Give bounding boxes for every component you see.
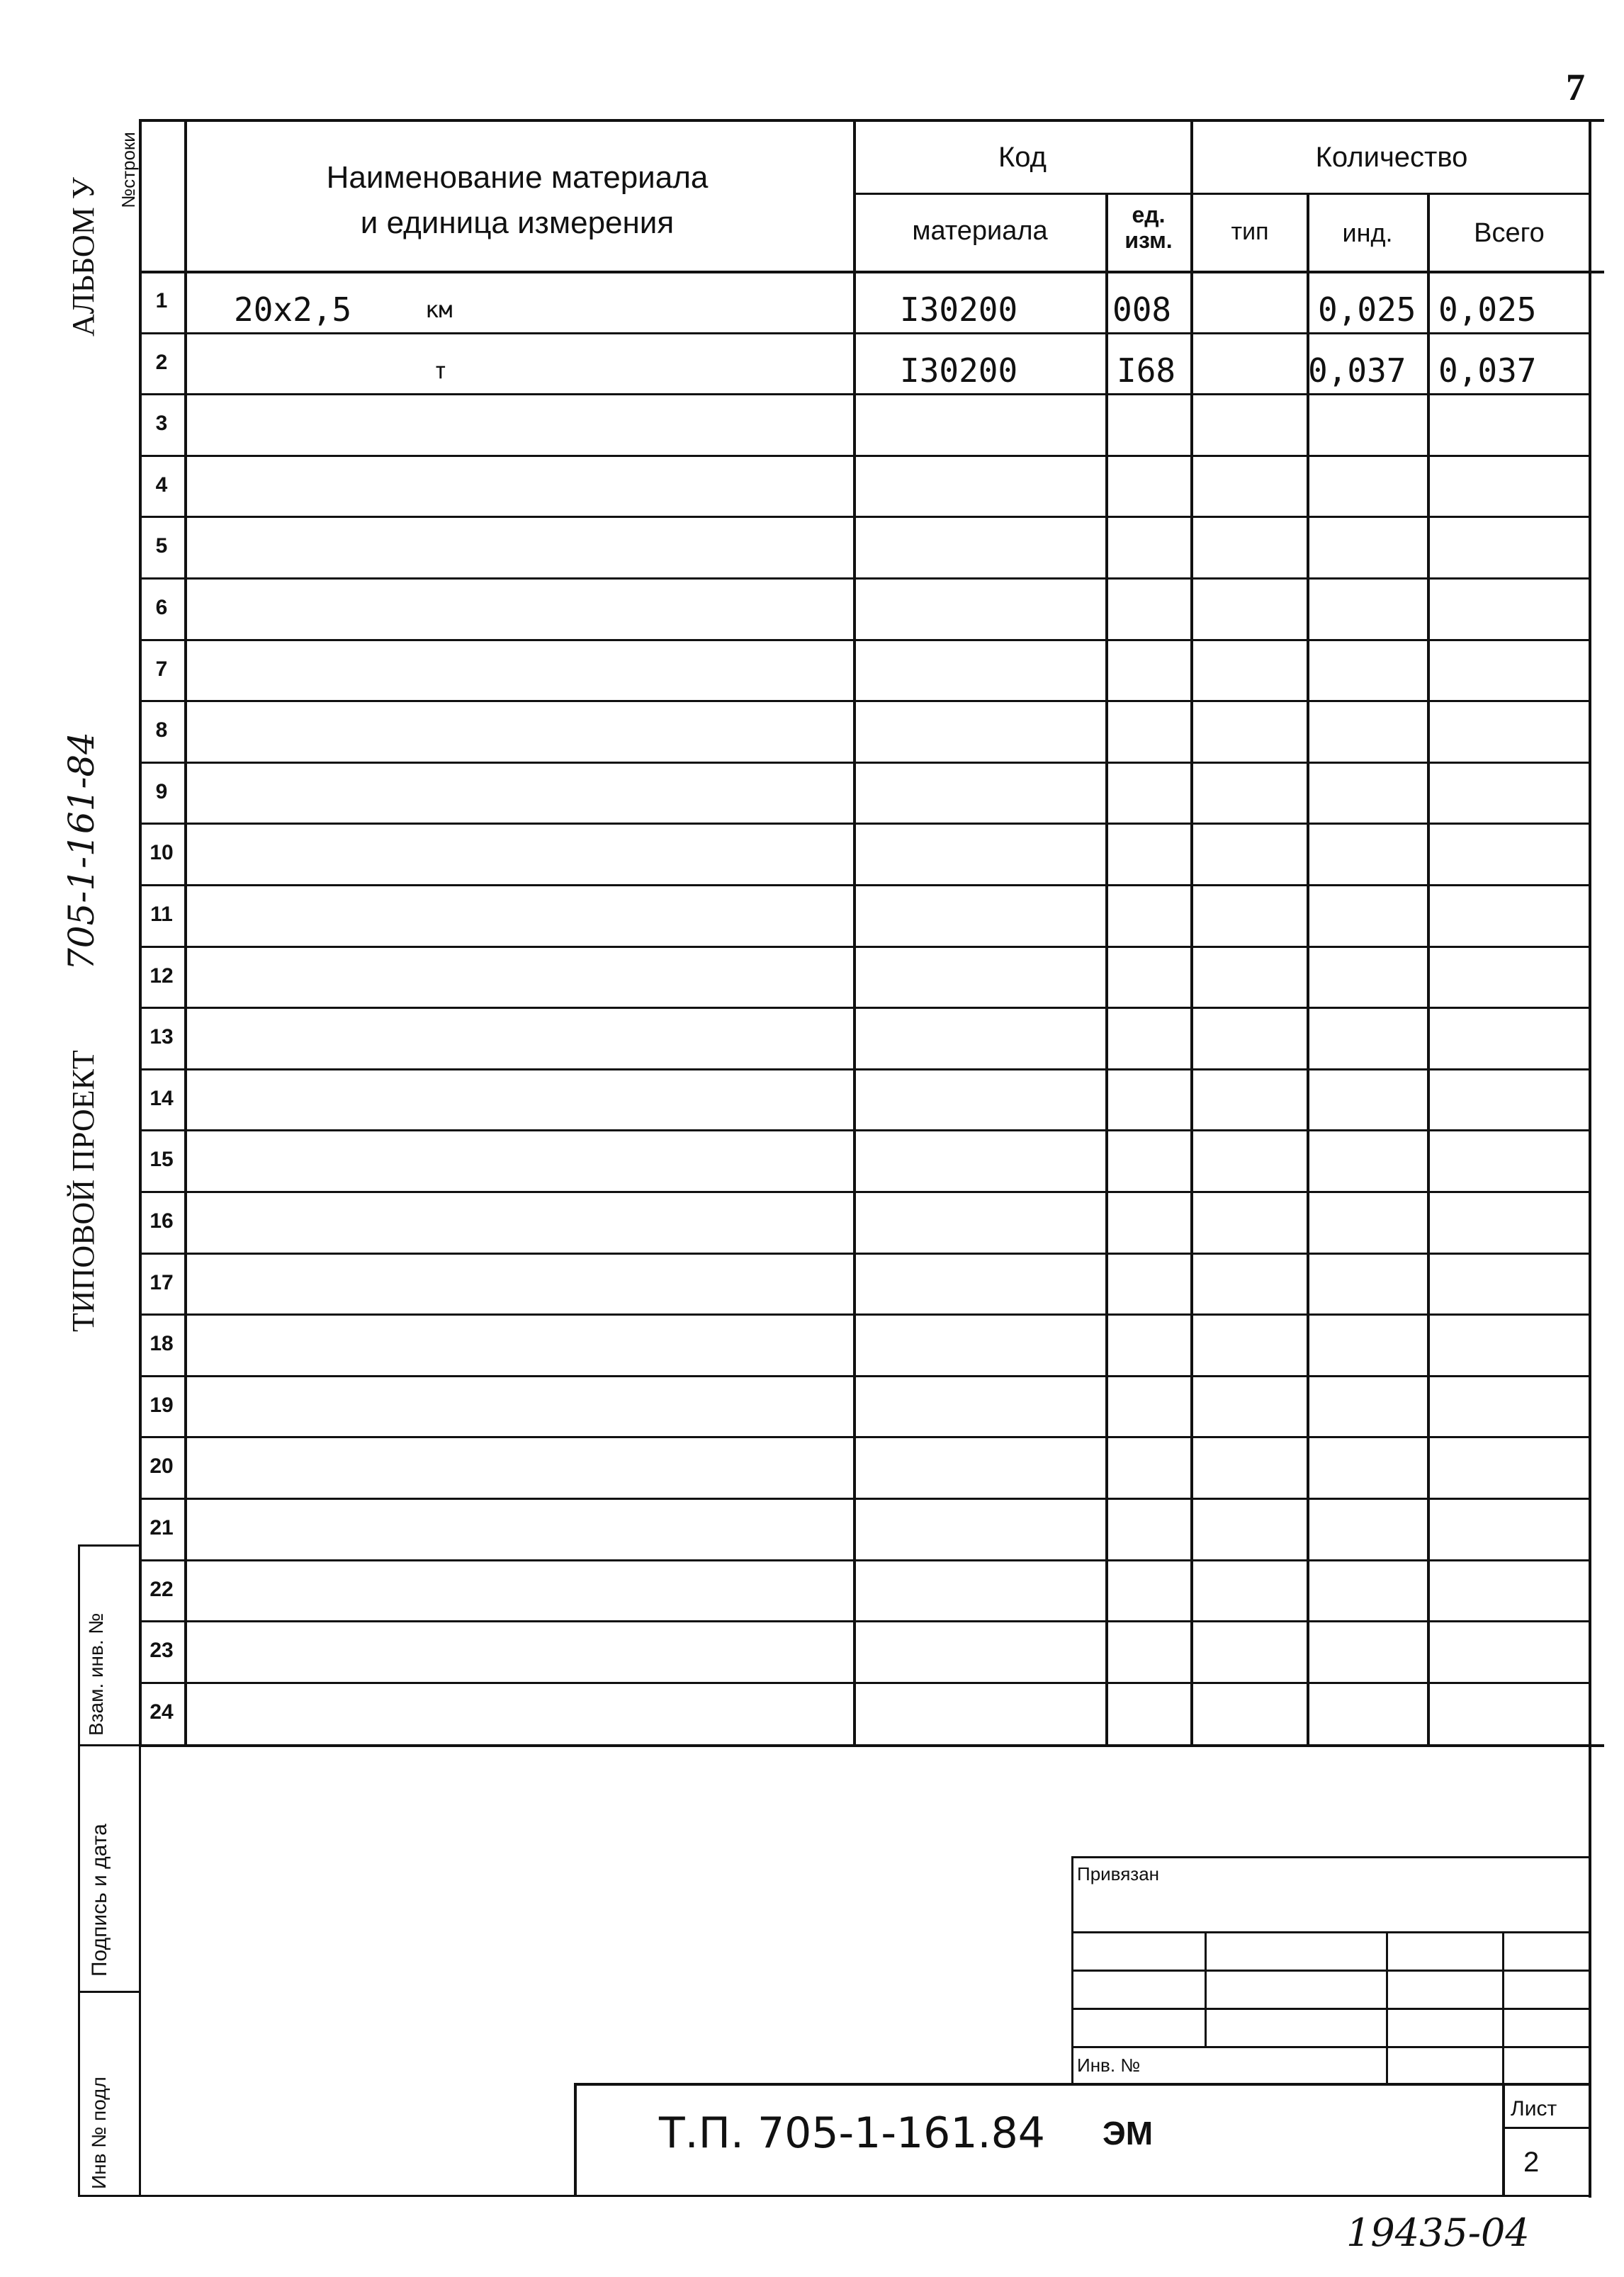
stamp-inner-border (139, 1544, 141, 2196)
stamp-left-border (78, 1544, 80, 2196)
row1-total: 0,025 (1438, 290, 1537, 329)
sheet-number: 2 (1523, 2147, 1540, 2178)
row-divider (139, 393, 1590, 395)
row-number: 23 (150, 1639, 174, 1662)
title-block-top (574, 2083, 1590, 2086)
stamp-line-1 (78, 1744, 140, 1746)
row-divider (139, 455, 1590, 457)
header-qty-type: тип (1231, 218, 1269, 245)
row2-unit-code: I68 (1117, 351, 1176, 390)
row-number: 14 (150, 1087, 174, 1110)
privyazan-col-2 (1386, 1931, 1388, 2083)
page-number: 7 (1566, 66, 1585, 108)
row-divider (139, 1253, 1590, 1255)
row-number: 17 (150, 1271, 174, 1294)
row-number: 5 (155, 534, 168, 558)
header-code-unit: ед. изм. (1124, 202, 1173, 253)
row-number: 13 (150, 1025, 174, 1049)
row-divider (139, 1682, 1590, 1684)
privyazan-col-1 (1205, 1931, 1207, 2046)
row-divider (139, 1129, 1590, 1131)
row-number: 10 (150, 841, 174, 864)
stamp-inv-orig: Инв № подл (88, 2077, 110, 2189)
sheet-label: Лист (1511, 2097, 1557, 2120)
row-number: 22 (150, 1578, 174, 1601)
header-code-material: материала (912, 216, 1048, 246)
header-sub-border (853, 193, 1590, 195)
row-number: 2 (155, 351, 168, 374)
row-number: 18 (150, 1332, 174, 1355)
privyazan-line-3 (1071, 2008, 1590, 2010)
row-number: 1 (155, 289, 168, 312)
stamp-inv: Взам. инв. № (85, 1612, 107, 1736)
row-number: 6 (155, 596, 168, 619)
privyazan-line-2 (1071, 1970, 1590, 1972)
row-number: 12 (150, 964, 174, 988)
section-code: ЭМ (1103, 2115, 1154, 2152)
row2-total: 0,037 (1438, 351, 1537, 390)
row-divider (139, 332, 1590, 334)
row-number: 21 (150, 1516, 174, 1539)
row-divider (139, 946, 1590, 948)
code-unit-divider (1105, 193, 1108, 1747)
row-divider (139, 1498, 1590, 1500)
table-right-border (1589, 119, 1591, 1747)
row-number: 4 (155, 473, 168, 497)
type-ind-divider (1307, 193, 1309, 1747)
code-qty-divider (1190, 119, 1193, 1747)
rownum-divider (184, 119, 187, 1747)
frame-bottom (78, 2195, 1590, 2197)
inv-no-label: Инв. № (1077, 2055, 1141, 2076)
header-code-group: Код (998, 142, 1047, 173)
privyazan-line-4 (1071, 2046, 1590, 2048)
header-qty-group: Количество (1315, 142, 1468, 173)
header-row-number: №строки (118, 132, 139, 208)
footer-handwritten-number: 19435-04 (1346, 2210, 1530, 2255)
project-label: ТИПОВОЙ ПРОЕКТ (66, 1050, 101, 1332)
album-label: АЛЬБОМ У (66, 177, 101, 337)
header-name-line2: и единица измерения (360, 205, 675, 240)
doc-code: Т.П. 705-1-161.84 (659, 2108, 1045, 2158)
stamp-sign: Подпись и дата (88, 1824, 111, 1977)
table-bottom-border (139, 1744, 1604, 1747)
row1-code: I30200 (900, 290, 1018, 329)
row-number: 16 (150, 1209, 174, 1233)
row1-name: 20х2,5 (234, 290, 352, 329)
row1-unit-text: км (425, 296, 453, 323)
row-number: 9 (155, 780, 168, 803)
row2-ind: 0,037 (1308, 351, 1406, 390)
row-divider (139, 1559, 1590, 1561)
header-name-line1: Наименование материала (326, 160, 709, 195)
privyazan-col-3 (1502, 1931, 1504, 2083)
title-block-sheet-divider (1502, 2083, 1505, 2196)
row-divider (139, 700, 1590, 702)
row-divider (139, 577, 1590, 580)
row-number: 3 (155, 412, 168, 435)
row2-unit-text: т (434, 357, 448, 384)
row-divider (139, 639, 1590, 641)
row-number: 19 (150, 1394, 174, 1417)
row-divider (139, 1436, 1590, 1438)
row1-unit-code: 008 (1112, 290, 1172, 329)
header-qty-total: Всего (1474, 218, 1545, 248)
row-number: 15 (150, 1148, 174, 1171)
row-divider (139, 1375, 1590, 1377)
privyazan-line-1 (1071, 1931, 1590, 1933)
privyazan-top (1071, 1856, 1590, 1858)
project-handwritten-label: 705-1-161-84 (61, 732, 102, 971)
row-number: 7 (155, 657, 168, 681)
row1-ind: 0,025 (1318, 290, 1416, 329)
row-divider (139, 1313, 1590, 1316)
row-divider (139, 1007, 1590, 1009)
stamp-line-2 (78, 1991, 140, 1993)
row-divider (139, 1191, 1590, 1193)
row2-code: I30200 (900, 351, 1018, 390)
row-divider (139, 762, 1590, 764)
title-block-left (574, 2083, 577, 2196)
row-number: 20 (150, 1454, 174, 1478)
row-number: 8 (155, 718, 168, 742)
sheet-label-divider (1502, 2127, 1590, 2129)
row-divider (139, 1068, 1590, 1070)
row-number: 24 (150, 1700, 174, 1724)
header-qty-ind: инд. (1342, 218, 1393, 247)
header-bottom-border (139, 271, 1604, 273)
name-divider (853, 119, 856, 1747)
stamp-top-border (78, 1544, 140, 1547)
row-divider (139, 884, 1590, 886)
ind-total-divider (1427, 193, 1430, 1747)
privyazan-label: Привязан (1077, 1863, 1160, 1885)
row-divider (139, 516, 1590, 518)
row-divider (139, 823, 1590, 825)
row-divider (139, 1620, 1590, 1622)
table-top-border (139, 119, 1604, 122)
row-number: 11 (150, 903, 173, 926)
